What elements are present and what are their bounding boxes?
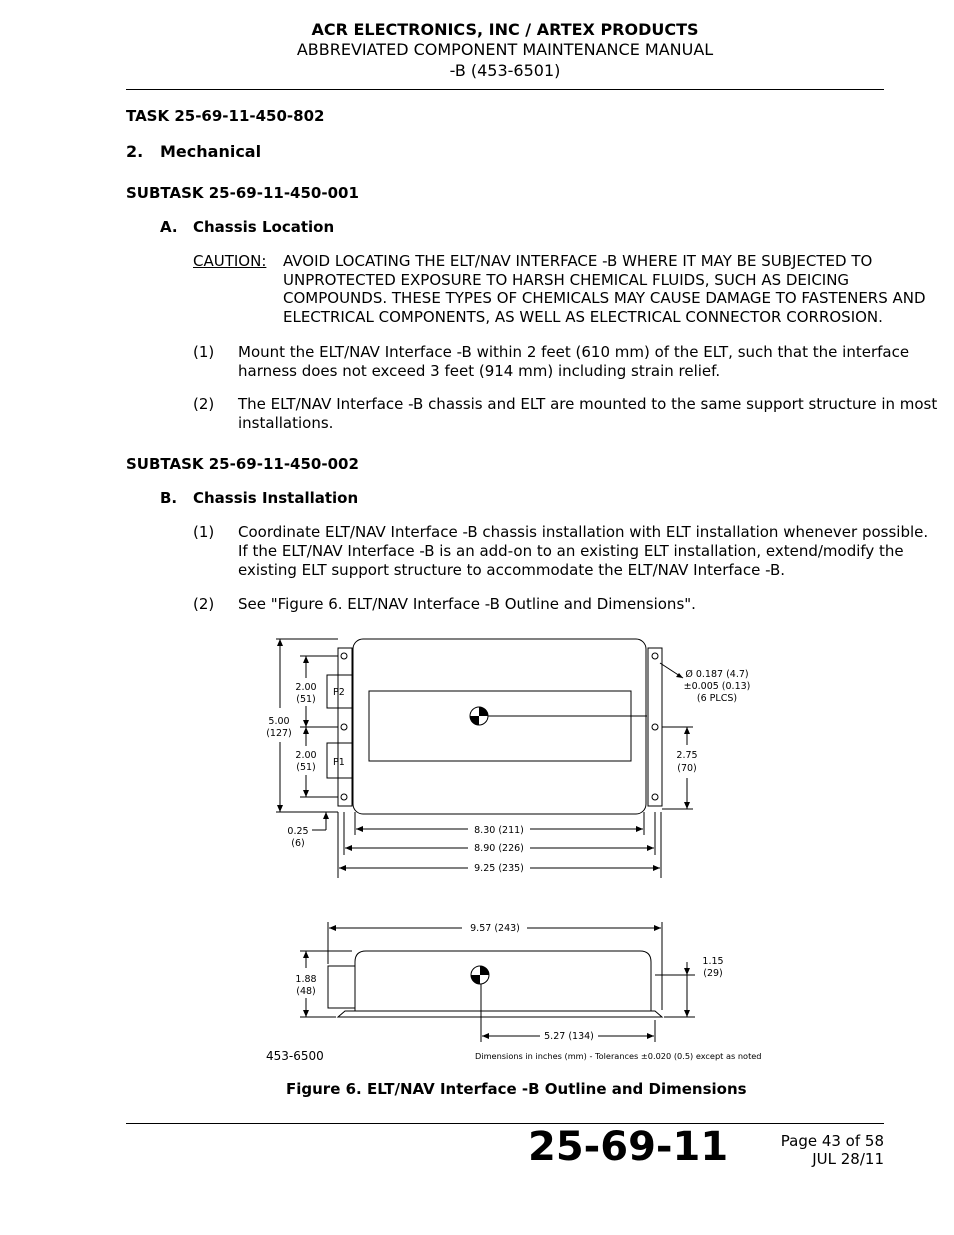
connector-p1-label: P1	[333, 757, 345, 768]
step-text: existing ELT support structure to accommodate the ELT/NAV Interface -B.	[238, 561, 786, 579]
dim-label: (6)	[291, 838, 305, 849]
connector-p2-label: P2	[333, 687, 345, 698]
section-number: 2.	[126, 142, 144, 161]
caution-line: COMPOUNDS. THESE TYPES OF CHEMICALS MAY CAUSE DAMAGE TO FASTENERS AND	[283, 289, 926, 307]
figure-caption: Figure 6. ELT/NAV Interface -B Outline and Dimensions	[286, 1080, 747, 1098]
dim-label: 9.25 (235)	[474, 863, 524, 874]
dim-label: 5.27 (134)	[544, 1031, 594, 1042]
task-label: TASK 25-69-11-450-802	[126, 107, 325, 125]
dim-label: 9.57 (243)	[470, 923, 520, 934]
caution-line: UNPROTECTED EXPOSURE TO HARSH CHEMICAL FLUIDS, SUCH AS DEICING	[283, 271, 850, 289]
dim-label: (51)	[296, 694, 316, 705]
revision-date: JUL 28/11	[812, 1150, 884, 1168]
side-body	[355, 951, 651, 1011]
step-text: installations.	[238, 414, 334, 432]
dim-label: 8.90 (226)	[474, 843, 524, 854]
dim-label: (29)	[703, 968, 723, 979]
step-number: (2)	[193, 395, 215, 413]
step-text: harness does not exceed 3 feet (914 mm) including strain relief.	[238, 362, 721, 380]
footer-divider	[126, 1123, 884, 1124]
dim-label: 2.75	[676, 750, 698, 761]
subtask-label: SUBTASK 25-69-11-450-001	[126, 184, 359, 202]
dim-label: 2.00	[295, 750, 317, 761]
step-text: The ELT/NAV Interface -B chassis and ELT are mounted to the same support structure in most	[238, 395, 938, 413]
section-title: Mechanical	[160, 142, 262, 161]
step-number: (1)	[193, 523, 215, 541]
dim-label: 0.25	[287, 826, 309, 837]
subsection-title: Chassis Installation	[193, 489, 359, 507]
caution-line: ELECTRICAL COMPONENTS, AS WELL AS ELECTRICAL CONNECTOR CORROSION.	[283, 308, 883, 326]
chassis-body	[353, 639, 646, 814]
page-number: Page 43 of 58	[780, 1132, 884, 1150]
dim-label: 8.30 (211)	[474, 825, 524, 836]
caution-label: CAUTION:	[193, 252, 267, 270]
hole-callout: Ø 0.187 (4.7)	[685, 669, 749, 680]
hole-callout: ±0.005 (0.13)	[683, 681, 751, 692]
side-connector	[328, 966, 355, 1008]
subtask-label: SUBTASK 25-69-11-450-002	[126, 455, 359, 473]
left-flange	[338, 648, 352, 806]
dim-label: 2.00	[295, 682, 317, 693]
subsection-letter: B.	[160, 489, 178, 507]
chapter-code: 25-69-11	[528, 1124, 729, 1170]
company-name: ACR ELECTRONICS, INC / ARTEX PRODUCTS	[311, 20, 699, 39]
model-number: -B (453-6501)	[449, 61, 561, 80]
step-number: (2)	[193, 595, 215, 613]
drawing-part-number: 453-6500	[266, 1049, 324, 1063]
subsection-title: Chassis Location	[193, 218, 335, 236]
subsection-letter: A.	[160, 218, 178, 236]
step-text: If the ELT/NAV Interface -B is an add-on to an existing ELT installation, extend/modify the	[238, 542, 904, 560]
dim-label: (127)	[266, 728, 292, 739]
manual-title: ABBREVIATED COMPONENT MAINTENANCE MANUAL	[296, 40, 714, 59]
tolerance-note: Dimensions in inches (mm) - Tolerances ±0.020 (0.5) except as noted	[475, 1051, 762, 1061]
step-text: See "Figure 6. ELT/NAV Interface -B Outline and Dimensions".	[238, 595, 696, 613]
step-number: (1)	[193, 343, 215, 361]
dim-label: (48)	[296, 986, 316, 997]
right-flange	[648, 648, 662, 806]
dim-label: 5.00	[268, 716, 290, 727]
label-panel	[369, 691, 631, 761]
dim-label: 1.15	[702, 956, 724, 967]
step-text: Coordinate ELT/NAV Interface -B chassis installation with ELT installation whenever possible.	[238, 523, 929, 541]
dim-label: (70)	[677, 763, 697, 774]
dim-label: (51)	[296, 762, 316, 773]
caution-line: AVOID LOCATING THE ELT/NAV INTERFACE -B WHERE IT MAY BE SUBJECTED TO	[283, 252, 873, 270]
dim-label: 1.88	[295, 974, 317, 985]
hole-callout: (6 PLCS)	[696, 693, 738, 704]
step-text: Mount the ELT/NAV Interface -B within 2 feet (610 mm) of the ELT, such that the interface	[238, 343, 910, 361]
